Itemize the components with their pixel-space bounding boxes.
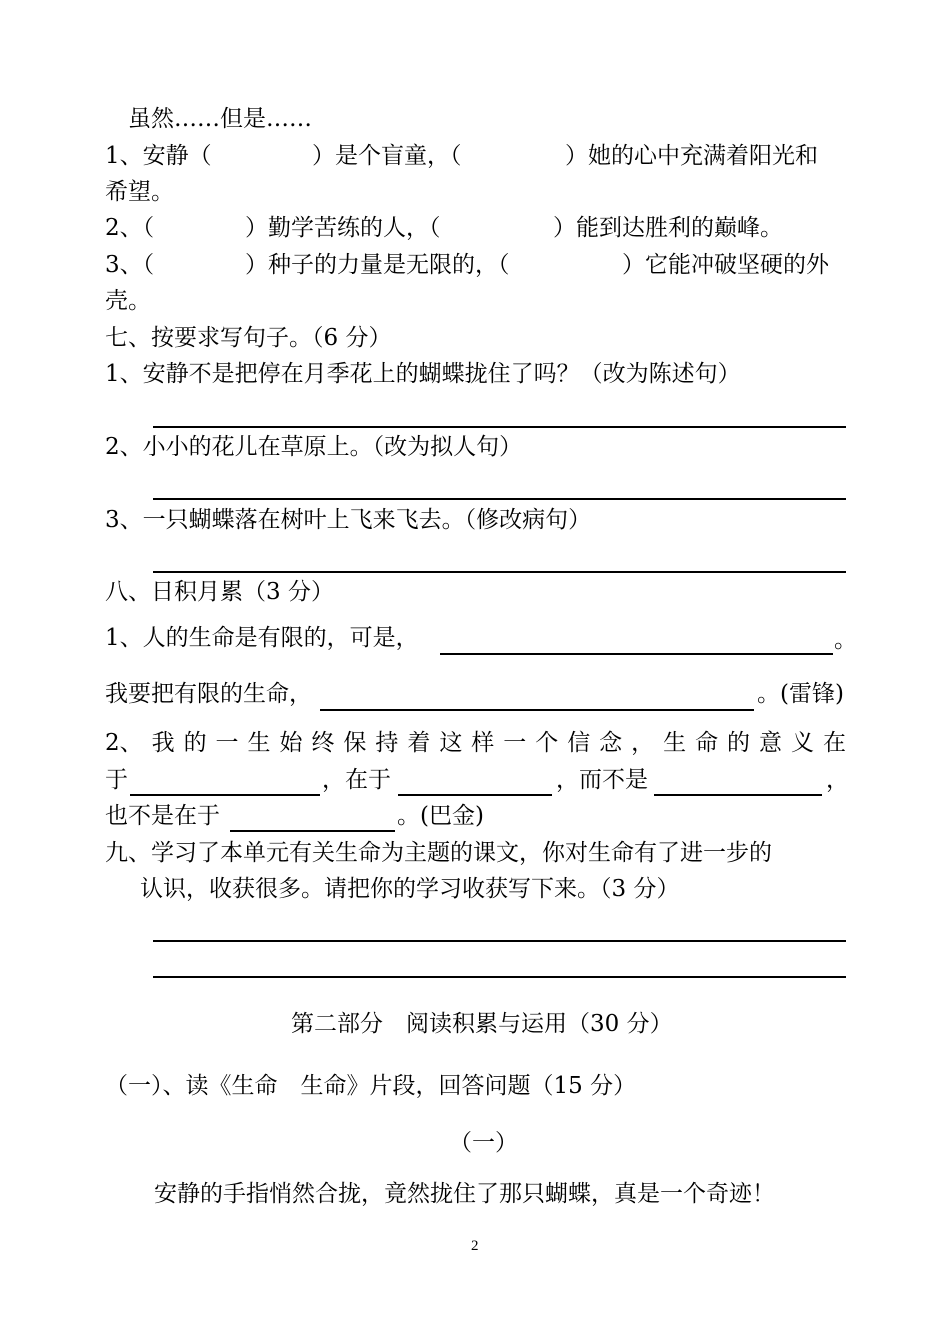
q8-item2-yu: 于 [105, 767, 128, 793]
connective-prompt: 虽然……但是…… [128, 106, 312, 132]
fill-blank[interactable] [398, 794, 552, 796]
passage-label: （一） [449, 1130, 518, 1156]
fill-blank[interactable] [654, 794, 822, 796]
q6-item1-mid: ）是个盲童，（ [312, 143, 462, 169]
spread-char: 义 [790, 730, 814, 756]
fill-blank[interactable] [130, 794, 320, 796]
passage-text: 安静的手指悄然合拢，竟然拢住了那只蝴蝶，真是一个奇迹！ [154, 1181, 775, 1207]
spread-char: 始 [279, 730, 303, 756]
q9-line2: 认识，收获很多。请把你的学习收获写下来。（3 分） [140, 876, 680, 902]
q6-item3-start: 3、（ [105, 252, 155, 278]
q6-item1-wrap: 希望。 [105, 179, 174, 205]
part2-heading: 第二部分 阅读积累与运用（30 分） [291, 1011, 673, 1037]
q6-item3-mid: ）种子的力量是无限的，（ [245, 252, 510, 278]
reading-section-title: （一）、读《生命 生命》片段，回答问题（15 分） [105, 1073, 637, 1099]
fill-blank[interactable] [230, 830, 395, 832]
spread-char: 信 [567, 730, 591, 756]
q6-item1-start: 1、安静（ [105, 143, 212, 169]
q8-item2-comma: ， [826, 767, 849, 793]
q7-heading: 七、按要求写句子。（6 分） [105, 325, 392, 351]
answer-line[interactable] [153, 571, 846, 573]
spread-char: 意 [759, 730, 783, 756]
answer-line[interactable] [153, 940, 846, 942]
spread-char: 生 [663, 730, 687, 756]
answer-line[interactable] [153, 498, 846, 500]
spread-char: 念 [599, 730, 623, 756]
q6-item2-start: 2、（ [105, 215, 155, 241]
spread-char: 终 [311, 730, 335, 756]
spread-char: 样 [471, 730, 495, 756]
spread-char: 保 [343, 730, 367, 756]
answer-line[interactable] [153, 976, 846, 978]
q8-item2-erbushi: ，而不是 [556, 767, 648, 793]
spread-char: 我 [151, 730, 175, 756]
spread-char: 的 [727, 730, 751, 756]
q8-item1-source: 。(雷锋) [757, 681, 844, 707]
q9-line1: 九、学习了本单元有关生命为主题的课文，你对生命有了进一步的 [105, 840, 772, 866]
spread-char: 命 [695, 730, 719, 756]
spread-char: ， [631, 730, 655, 756]
q8-item1-start: 1、人的生命是有限的，可是， [105, 625, 419, 651]
spread-char: 一 [215, 730, 239, 756]
q7-item1: 1、安静不是把停在月季花上的蝴蝶拢住了吗？（改为陈述句） [105, 361, 741, 387]
q8-item1-line2: 我要把有限的生命， [105, 681, 312, 707]
q7-item2: 2、小小的花儿在草原上。（改为拟人句） [105, 434, 523, 460]
q6-item1-end: ）她的心中充满着阳光和 [565, 143, 818, 169]
q6-item2-mid: ）勤学苦练的人，（ [245, 215, 441, 241]
fill-blank[interactable] [440, 653, 833, 655]
q6-item3-end: ）它能冲破坚硬的外 [622, 252, 829, 278]
spread-char: 2、 [105, 730, 143, 756]
spread-char: 在 [822, 730, 846, 756]
q8-item2-line1 [105, 728, 846, 758]
q6-item3-wrap: 壳。 [105, 288, 151, 314]
q8-item2-line3: 也不是在于 [105, 803, 220, 829]
answer-line[interactable] [153, 426, 846, 428]
q8-item1-period: 。 [834, 627, 857, 653]
spread-char: 持 [375, 730, 399, 756]
spread-char: 的 [183, 730, 207, 756]
q7-item3: 3、一只蝴蝶落在树叶上飞来飞去。（修改病句） [105, 507, 592, 533]
page-number: 2 [471, 1238, 479, 1254]
fill-blank[interactable] [320, 709, 754, 711]
spread-char: 这 [439, 730, 463, 756]
q8-heading: 八、日积月累（3 分） [105, 579, 334, 605]
spread-char: 个 [535, 730, 559, 756]
q8-item2-source: 。(巴金) [397, 803, 484, 829]
q6-item2-end: ）能到达胜利的巅峰。 [553, 215, 783, 241]
spread-char: 一 [503, 730, 527, 756]
spread-char: 生 [247, 730, 271, 756]
q8-item2-zaiyu: ，在于 [322, 767, 391, 793]
spread-char: 着 [407, 730, 431, 756]
